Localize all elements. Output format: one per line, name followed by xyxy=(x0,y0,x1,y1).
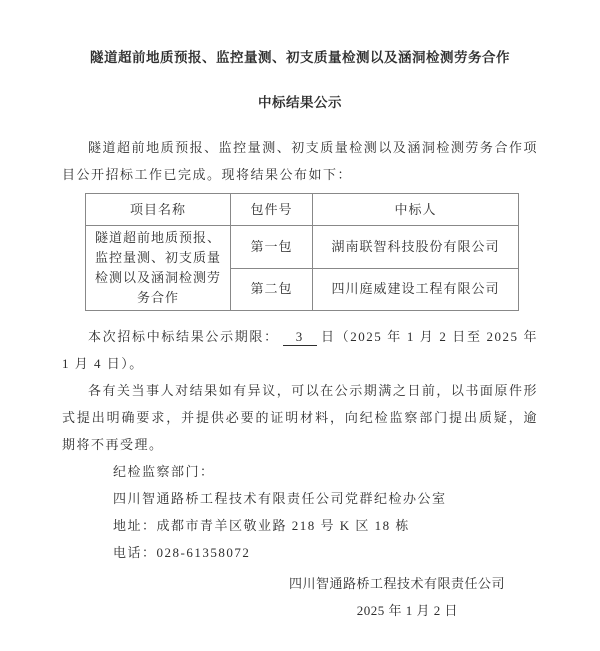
contact-block xyxy=(113,458,538,566)
period-prefix: 本次招标中标结果公示期限： xyxy=(88,329,279,344)
winner-cell: 湖南联智科技股份有限公司 xyxy=(313,226,519,269)
period-days-value: 3 xyxy=(283,328,317,346)
contact-address: 地址：成都市青羊区敬业路 218 号 K 区 18 栋 xyxy=(113,518,410,533)
table-header-winner: 中标人 xyxy=(313,194,519,226)
winner-cell: 四川庭威建设工程有限公司 xyxy=(313,268,519,311)
table-row xyxy=(86,226,519,269)
publicity-period-paragraph xyxy=(62,323,538,377)
project-name-cell: 隧道超前地质预报、监控量测、初支质量检测以及涵洞检测劳务合作 xyxy=(86,226,231,311)
contact-phone: 电话：028-61358072 xyxy=(113,545,251,560)
document-title-line1: 隧道超前地质预报、监控量测、初支质量检测以及涵洞检测劳务合作 xyxy=(90,50,510,65)
document-title-line2: 中标结果公示 xyxy=(258,95,342,110)
contact-office: 四川智通路桥工程技术有限责任公司党群纪检办公室 xyxy=(113,491,447,506)
bid-result-table xyxy=(85,193,519,311)
signature-company: 四川智通路桥工程技术有限责任公司 xyxy=(288,576,505,591)
package-no-cell: 第一包 xyxy=(231,226,313,269)
package-no-cell: 第二包 xyxy=(231,268,313,311)
contact-dept-label: 纪检监察部门： xyxy=(113,464,215,479)
period-suffix: 日（2025 年 1 月 2 日至 2025 年 1 月 4 日）。 xyxy=(62,329,538,371)
signature-date: 2025 年 1 月 2 日 xyxy=(356,603,458,618)
objection-paragraph: 各有关当事人对结果如有异议，可以在公示期满之日前，以书面原件形式提出明确要求，并提供必要的证明材料，向纪检监察部门提出质疑，逾期将不再受理。 xyxy=(62,383,538,452)
table-header-row xyxy=(86,194,519,226)
intro-paragraph: 隧道超前地质预报、监控量测、初支质量检测以及涵洞检测劳务合作项目公开招标工作已完成。现将结果公布如下： xyxy=(62,140,538,182)
table-header-project-name: 项目名称 xyxy=(86,194,231,226)
table-header-package-no: 包件号 xyxy=(231,194,313,226)
